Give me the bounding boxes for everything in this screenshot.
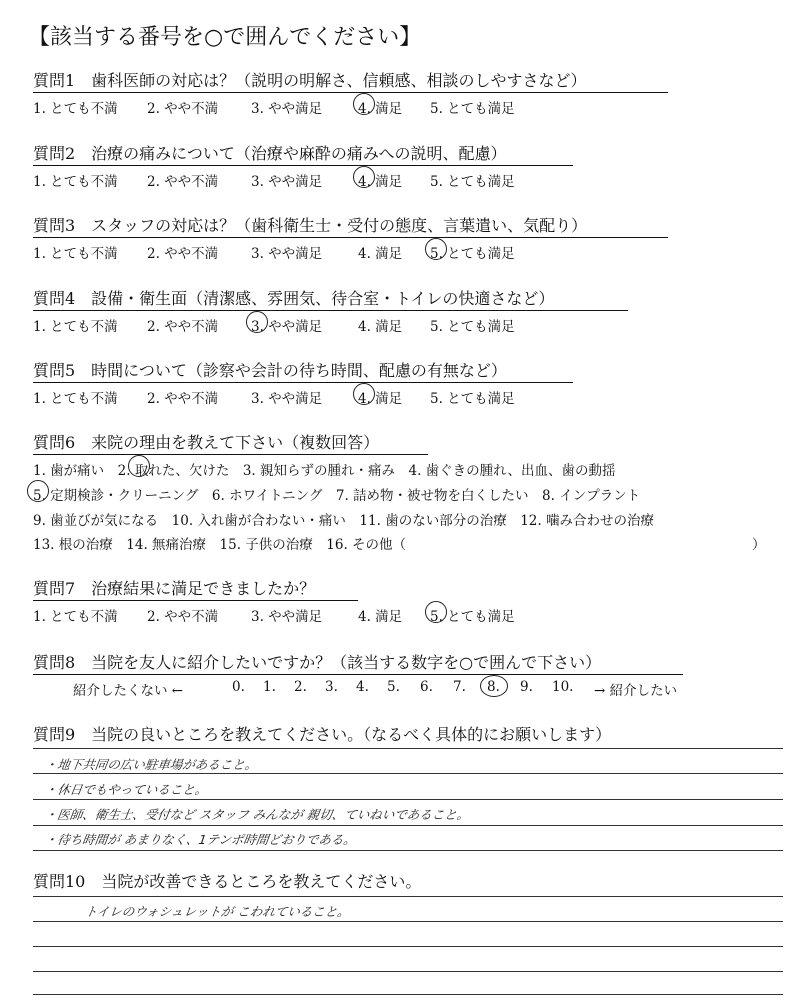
q8-scale-2[interactable]: 2. <box>294 679 307 695</box>
q10-answer-line-1 <box>33 896 783 897</box>
question-7-label: 質問7 治療結果に満足できましたか？ <box>33 579 316 598</box>
q6-selection-circle-2 <box>128 455 150 477</box>
q8-scale-3[interactable]: 3. <box>325 679 338 695</box>
q9-answer-3: ・医師、衛生士、受付など スタッフ みんなが 親切、ていねいであること。 <box>43 807 471 822</box>
q9-answer-line-2 <box>33 773 783 774</box>
question-2-underline <box>33 165 573 166</box>
q6-other-close-paren: ） <box>752 537 766 553</box>
q7-option-2[interactable]: 2. やや不満 <box>147 609 219 625</box>
q6-selection-circle-5 <box>27 480 49 502</box>
q4-option-1[interactable]: 1. とても不満 <box>33 319 118 335</box>
question-6-underline <box>33 454 428 455</box>
q8-scale-4[interactable]: 4. <box>356 679 369 695</box>
q3-option-5[interactable]: 5. とても満足 <box>430 246 515 262</box>
q4-option-5[interactable]: 5. とても満足 <box>430 319 515 335</box>
q3-option-1[interactable]: 1. とても不満 <box>33 246 118 262</box>
q4-option-2[interactable]: 2. やや不満 <box>147 319 219 335</box>
q9-answer-1: ・地下共同の広い駐車場があること。 <box>43 757 259 772</box>
question-5-label: 質問5 時間について（診察や会計の待ち時間、配慮の有無など） <box>33 361 507 380</box>
q1-option-1[interactable]: 1. とても不満 <box>33 101 118 117</box>
q10-answer-line-4 <box>33 971 783 972</box>
question-5-underline <box>33 382 573 383</box>
q9-answer-4: ・待ち時間が あまりなく、1テンポ時間どおりである。 <box>43 832 358 847</box>
q5-selection-circle <box>353 383 375 405</box>
q5-option-2[interactable]: 2. やや不満 <box>147 391 219 407</box>
q8-scale-9[interactable]: 9. <box>520 679 533 695</box>
q5-option-4[interactable]: 4. 満足 <box>358 391 403 407</box>
q2-option-2[interactable]: 2. やや不満 <box>147 174 219 190</box>
q2-option-1[interactable]: 1. とても不満 <box>33 174 118 190</box>
q5-option-5[interactable]: 5. とても満足 <box>430 391 515 407</box>
page-title: 【該当する番号を○で囲んでください】 <box>28 25 422 50</box>
q7-option-5[interactable]: 5. とても満足 <box>430 609 515 625</box>
q9-answer-line-3 <box>33 799 783 800</box>
q8-scale-left-label: 紹介したくない ← <box>73 683 184 699</box>
question-10-label: 質問10 当院が改善できるところを教えてください。 <box>33 872 422 891</box>
question-1-underline <box>33 92 668 93</box>
q10-answer-1: トイレのウォシュレットが こわれていること。 <box>83 904 351 919</box>
q7-option-3[interactable]: 3. やや満足 <box>251 609 323 625</box>
q6-option-line-4[interactable]: 13. 根の治療 14. 無痛治療 15. 子供の治療 16. その他（ <box>33 537 407 553</box>
question-4-label: 質問4 設備・衛生面（清潔感、雰囲気、待合室・トイレの快適さなど） <box>33 289 555 308</box>
q8-scale-10[interactable]: 10. <box>552 679 574 695</box>
q8-scale-1[interactable]: 1. <box>263 679 276 695</box>
q4-selection-circle <box>246 311 268 333</box>
q10-answer-line-5 <box>33 994 783 995</box>
q1-option-5[interactable]: 5. とても満足 <box>430 101 515 117</box>
question-1-label: 質問1 歯科医師の対応は？（説明の明解さ、信頼感、相談のしやすさなど） <box>33 71 587 90</box>
q6-option-line-3[interactable]: 9. 歯並びが気になる 10. 入れ歯が合わない・痛い 11. 歯のない部分の治療 12. 噛み合わせの治療 <box>33 513 654 529</box>
q7-option-4[interactable]: 4. 満足 <box>358 609 403 625</box>
question-7-underline <box>33 600 358 601</box>
q7-option-1[interactable]: 1. とても不満 <box>33 609 118 625</box>
question-8-underline <box>33 674 683 675</box>
q10-answer-line-2 <box>33 921 783 922</box>
q7-selection-circle <box>425 601 447 623</box>
q3-option-2[interactable]: 2. やや不満 <box>147 246 219 262</box>
q8-selection-circle <box>480 675 508 697</box>
q2-option-5[interactable]: 5. とても満足 <box>430 174 515 190</box>
q8-scale-0[interactable]: 0. <box>232 679 245 695</box>
q2-selection-circle <box>353 166 375 188</box>
q5-option-3[interactable]: 3. やや満足 <box>251 391 323 407</box>
question-8-label: 質問8 当院を友人に紹介したいですか？（該当する数字を○で囲んで下さい） <box>33 653 602 672</box>
q8-scale-5[interactable]: 5. <box>387 679 400 695</box>
question-3-label: 質問3 スタッフの対応は？（歯科衛生士・受付の態度、言葉遣い、気配り） <box>33 216 588 235</box>
q1-option-4[interactable]: 4. 満足 <box>358 101 403 117</box>
q5-option-1[interactable]: 1. とても不満 <box>33 391 118 407</box>
q3-option-4[interactable]: 4. 満足 <box>358 246 403 262</box>
q8-scale-7[interactable]: 7. <box>453 679 466 695</box>
question-3-underline <box>33 237 668 238</box>
q2-option-4[interactable]: 4. 満足 <box>358 174 403 190</box>
q9-answer-line-1 <box>33 748 783 749</box>
q2-option-3[interactable]: 3. やや満足 <box>251 174 323 190</box>
q3-selection-circle <box>425 238 447 260</box>
q8-scale-right-label: → 紹介したい <box>594 683 678 699</box>
q9-answer-line-5 <box>33 850 783 851</box>
q6-option-line-2[interactable]: 5. 定期検診・クリーニング 6. ホワイトニング 7. 詰め物・被せ物を白くしたい 8. インプラント <box>33 488 641 504</box>
q8-scale-8[interactable]: 8. <box>487 679 500 695</box>
question-9-label: 質問9 当院の良いところを教えてください。（なるべく具体的にお願いします） <box>33 725 612 744</box>
q10-answer-line-3 <box>33 946 783 947</box>
q1-selection-circle <box>353 93 375 115</box>
q6-option-line-1[interactable]: 1. 歯が痛い 2. 取れた、欠けた 3. 親知らずの腫れ・痛み 4. 歯ぐきの腫れ、出血、歯の動揺 <box>33 463 616 479</box>
question-4-underline <box>33 310 628 311</box>
q1-option-2[interactable]: 2. やや不満 <box>147 101 219 117</box>
q8-scale-6[interactable]: 6. <box>420 679 433 695</box>
question-2-label: 質問2 治療の痛みについて（治療や麻酔の痛みへの説明、配慮） <box>33 144 507 163</box>
q4-option-3[interactable]: 3. やや満足 <box>251 319 323 335</box>
q3-option-3[interactable]: 3. やや満足 <box>251 246 323 262</box>
q9-answer-line-4 <box>33 825 783 826</box>
q9-answer-2: ・休日でもやっていること。 <box>43 782 209 797</box>
q1-option-3[interactable]: 3. やや満足 <box>251 101 323 117</box>
q4-option-4[interactable]: 4. 満足 <box>358 319 403 335</box>
question-6-label: 質問6 来院の理由を教えて下さい（複数回答） <box>33 433 380 452</box>
